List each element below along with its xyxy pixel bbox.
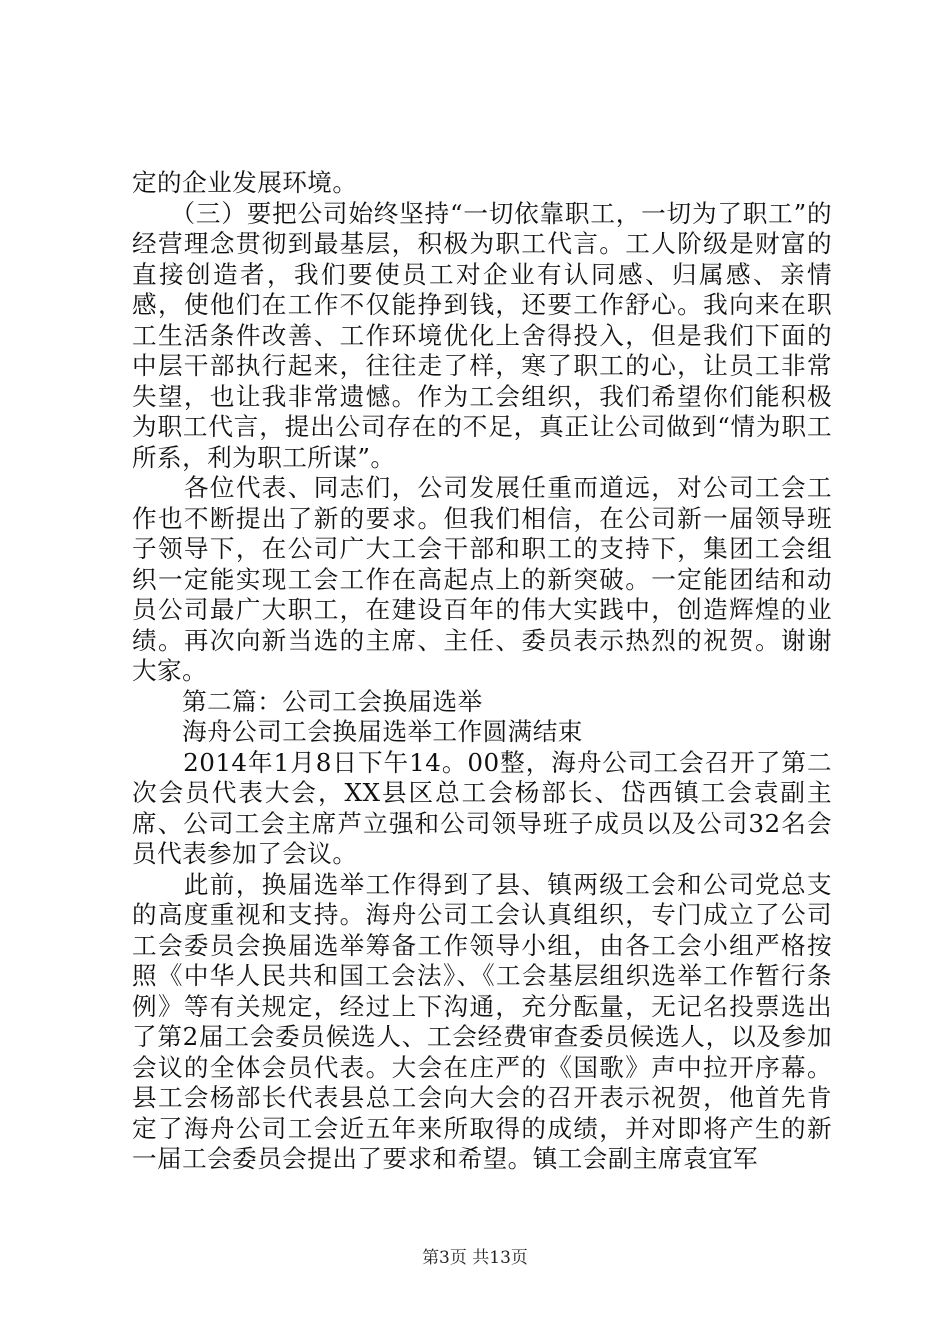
article-title: 海舟公司工会换届选举工作圆满结束 (132, 717, 583, 746)
paragraph-5: 此前，换届选举工作得到了县、镇两级工会和公司党总支的高度重视和支持。海舟公司工会认真组织，专门成立了公司工会委员会换届选举筹备工作领导小组，由各工会小组严格按照《中华人民共和国工会法》、《工会基层组织选举工作暂行条例》等有关规定，经过上下沟通，充分酝量，无记名投票选出了第2届工会委员候选人、工会经费审查委员候选人，以及参加会议的全体会员代表。大会在庄严的《国歌》声中拉开序幕。县工会杨部长代表县总工会向大会的召开表示祝贺，他首先肯定了海舟公司工会近五年来所取得的成绩，并对即将产生的新一届工会委员会提出了要求和希望。镇工会副主席袁宜军 (132, 869, 832, 1173)
page-footer: 第3页 共13页 (422, 1248, 528, 1268)
paragraph-4: 2014年1月8日下午14。00整，海舟公司工会召开了第二次会员代表大会，XX县区总工会杨部长、岱西镇工会袁副主席、公司工会主席芦立强和公司领导班子成员以及公司32名会员代表参加了会议。 (132, 747, 832, 868)
document-body (132, 168, 832, 1175)
paragraph-2: （三）要把公司始终坚持“一切依靠职工，一切为了职工”的经营理念贯彻到最基层，积极为职工代言。工人阶级是财富的直接创造者，我们要使员工对企业有认同感、归属感、亲情感，使他们在工作不仅能挣到钱，还要工作舒心。我向来在职工生活条件改善、工作环境优化上舍得投入，但是我们下面的中层干部执行起来，往往走了样，寒了职工的心，让员工非常失望，也让我非常遗憾。作为工会组织，我们希望你们能积极为职工代言，提出公司存在的不足，真正让公司做到“情为职工所系，利为职工所谋”。 (132, 198, 832, 472)
paragraph-1: 定的企业发展环境。 (132, 168, 358, 197)
section-heading: 第二篇：公司工会换届选举 (132, 686, 483, 716)
paragraph-3: 各位代表、同志们，公司发展任重而道远，对公司工会工作也不断提出了新的要求。但我们相信，在公司新一届领导班子领导下，在公司广大工会干部和职工的支持下，集团工会组织一定能实现工会工作在高起点上的新突破。一定能团结和动员公司最广大职工，在建设百年的伟大实践中，创造辉煌的业绩。再次向新当选的主席、主任、委员表示热烈的祝贺。谢谢大家。 (132, 473, 832, 685)
